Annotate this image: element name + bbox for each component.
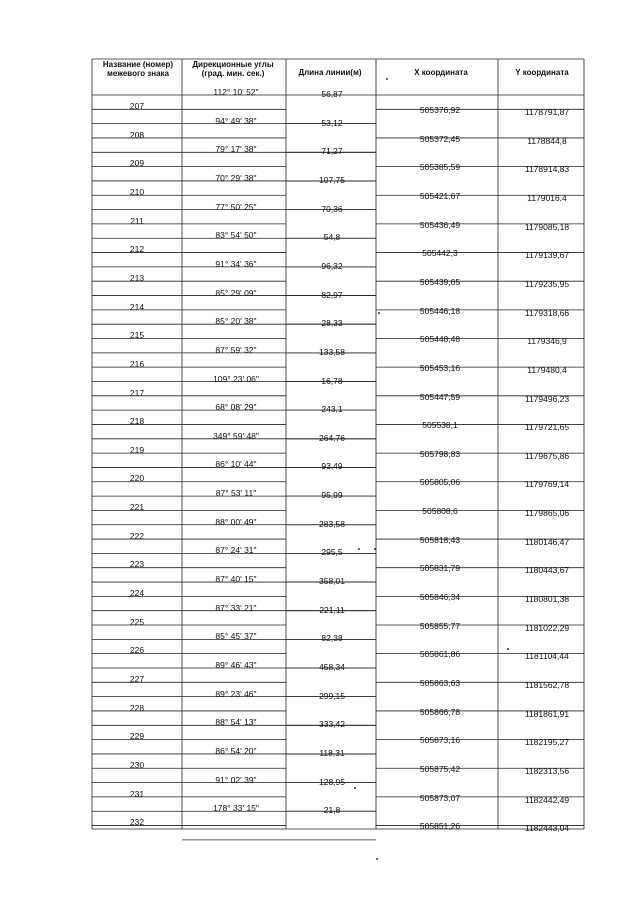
direction-angle: 79° 17' 38" <box>215 144 257 155</box>
y-coordinate: 1181861,91 <box>524 708 570 719</box>
point-name: 212 <box>129 244 145 255</box>
x-coordinate: 505798,83 <box>419 448 461 459</box>
direction-angle: 89° 46' 43" <box>215 660 257 670</box>
direction-angle: 87° 33' 21" <box>215 602 257 613</box>
line-length: 56,87 <box>321 89 343 99</box>
y-coordinate: 1181104,44 <box>525 651 569 662</box>
point-name: 213 <box>129 272 145 283</box>
x-coordinate: 505855,77 <box>419 620 461 631</box>
direction-angle: 87° 24' 31" <box>215 545 257 556</box>
point-name: 222 <box>129 530 145 541</box>
point-name: 218 <box>129 416 145 427</box>
line-length: 71,27 <box>321 146 343 157</box>
y-coordinate: 1179675,86 <box>524 450 570 461</box>
line-length: 28,33 <box>321 318 343 329</box>
point-name: 219 <box>129 444 145 455</box>
x-coordinate: 505818,43 <box>419 534 461 545</box>
line-length: 118,31 <box>319 747 345 758</box>
x-coordinate: 505448,48 <box>419 334 461 345</box>
direction-angle: 83° 54' 50" <box>215 230 257 241</box>
point-name: 217 <box>129 387 145 398</box>
point-name: 215 <box>129 330 145 341</box>
x-coordinate: 505875,42 <box>419 763 461 774</box>
line-length: 283,58 <box>319 518 345 529</box>
direction-angle: 87° 53' 11" <box>215 488 257 499</box>
point-name: 214 <box>129 301 145 312</box>
y-coordinate: 1179480,4 <box>527 364 567 375</box>
header-y: Y координата <box>515 68 569 77</box>
line-length: 333,42 <box>319 719 345 730</box>
x-coordinate: 505372,45 <box>419 133 461 144</box>
y-coordinate: 1179318,66 <box>524 307 570 318</box>
point-name: 230 <box>129 759 145 770</box>
x-coordinate: 505421,67 <box>419 190 461 201</box>
point-name: 228 <box>129 702 145 713</box>
point-name: 231 <box>129 788 145 799</box>
scan-speck <box>386 78 388 80</box>
y-coordinate: 1179769,14 <box>524 479 570 490</box>
point-name: 220 <box>129 473 145 484</box>
line-length: 82,97 <box>321 289 343 300</box>
direction-angle: 94° 49' 38" <box>215 115 257 126</box>
line-length: 96,32 <box>321 260 343 271</box>
scan-speck <box>376 858 378 860</box>
header-x: X координата <box>414 68 468 77</box>
point-name: 221 <box>129 502 145 513</box>
point-name: 209 <box>129 158 145 169</box>
y-coordinate: 1178844,8 <box>527 135 567 146</box>
line-length: 93,49 <box>321 461 343 472</box>
point-name: 211 <box>130 215 144 226</box>
y-coordinate: 1182313,56 <box>524 765 570 776</box>
y-coordinate: 1179865,06 <box>524 508 570 519</box>
x-coordinate: 505808,6 <box>422 506 458 517</box>
header-length: Длина линии(м) <box>298 68 362 77</box>
line-length: 264,76 <box>319 432 345 443</box>
y-coordinate: 1180443,67 <box>524 565 570 576</box>
x-coordinate: 505436,49 <box>419 219 461 230</box>
direction-angle: 85° 20' 38" <box>215 316 257 327</box>
line-length: 299,15 <box>319 690 345 701</box>
x-coordinate: 505439,65 <box>419 276 461 287</box>
point-name: 225 <box>129 616 145 627</box>
direction-angle: 85° 29' 09" <box>215 287 257 298</box>
y-coordinate: 1179721,65 <box>524 422 570 433</box>
x-coordinate: 505866,78 <box>419 706 461 717</box>
line-length: 53,12 <box>321 117 343 128</box>
header-angle: Дирекционные углы (град. мин. сек.) <box>192 60 274 78</box>
direction-angle: 68° 08' 29" <box>215 402 257 413</box>
direction-angle: 109° 23' 06" <box>213 373 259 384</box>
point-name: 223 <box>129 559 145 570</box>
point-name: 216 <box>129 358 145 369</box>
point-name: 207 <box>129 101 145 111</box>
line-length: 458,34 <box>319 662 345 672</box>
scan-speck <box>378 312 380 314</box>
line-length: 243,1 <box>321 404 343 415</box>
point-name: 227 <box>129 674 145 684</box>
x-coordinate: 505861,86 <box>419 649 461 660</box>
scan-speck <box>358 548 360 550</box>
header-name: Название (номер) межевого знака <box>102 60 174 78</box>
line-length: 128,95 <box>319 776 345 787</box>
direction-angle: 86° 54' 20" <box>215 745 257 756</box>
direction-angle: 88° 54' 13" <box>215 717 257 728</box>
line-length: 295,5 <box>321 547 343 558</box>
scan-speck <box>374 548 376 550</box>
line-length: 133,58 <box>319 346 345 357</box>
line-length: 54,8 <box>323 232 341 243</box>
direction-angle: 89° 23' 46" <box>215 688 257 699</box>
y-coordinate: 1179016,4 <box>527 192 567 203</box>
x-coordinate: 505863,63 <box>419 678 461 688</box>
x-coordinate: 505442,3 <box>422 248 458 259</box>
y-coordinate: 1179139,67 <box>524 250 570 261</box>
y-coordinate: 1182443,04 <box>524 823 570 834</box>
line-length: 16,78 <box>321 375 343 386</box>
direction-angle: 178° 33' 15" <box>213 803 259 814</box>
direction-angle: 112° 10' 52" <box>213 87 259 97</box>
line-length: 82,38 <box>321 633 343 644</box>
direction-angle: 85° 45' 37" <box>215 631 257 642</box>
x-coordinate: 505376,92 <box>419 105 461 115</box>
y-coordinate: 1179085,18 <box>524 221 570 232</box>
x-coordinate: 505851,26 <box>419 821 461 832</box>
direction-angle: 87° 59' 32" <box>215 344 257 355</box>
direction-angle: 87° 40' 15" <box>215 574 257 585</box>
x-coordinate: 505846,34 <box>419 592 461 603</box>
y-coordinate: 1181562,78 <box>524 680 570 690</box>
x-coordinate: 505447,59 <box>419 391 461 402</box>
point-name: 208 <box>129 129 145 140</box>
y-coordinate: 1182442,49 <box>524 794 570 805</box>
line-length: 221,11 <box>319 604 345 615</box>
point-name: 224 <box>129 588 145 599</box>
direction-angle: 349° 59' 48" <box>213 430 259 441</box>
x-coordinate: 505873,07 <box>419 792 461 803</box>
line-length: 358,01 <box>319 576 345 587</box>
x-coordinate: 505805,06 <box>419 477 461 488</box>
point-name: 226 <box>129 645 145 656</box>
y-coordinate: 1179235,95 <box>524 278 570 289</box>
y-coordinate: 1179346,9 <box>527 336 567 347</box>
x-coordinate: 505831,79 <box>419 563 461 574</box>
y-coordinate: 1178914,83 <box>524 164 570 175</box>
x-coordinate: 505538,1 <box>422 420 458 431</box>
line-length: 107,75 <box>319 174 345 185</box>
y-coordinate: 1181022,29 <box>524 622 570 633</box>
direction-angle: 91° 02' 39" <box>215 774 257 785</box>
line-length: 70,36 <box>321 203 343 214</box>
y-coordinate: 1178791,87 <box>524 107 570 117</box>
y-coordinate: 1180146,47 <box>524 536 570 547</box>
point-name: 229 <box>129 731 145 742</box>
direction-angle: 91° 34' 36" <box>215 258 257 269</box>
point-name: 232 <box>129 817 145 828</box>
line-length: 21,8 <box>323 805 341 816</box>
y-coordinate: 1182195,27 <box>524 737 570 748</box>
scan-speck <box>354 787 356 789</box>
y-coordinate: 1180801,38 <box>524 594 570 605</box>
point-name: 210 <box>129 186 145 197</box>
x-coordinate: 505385,59 <box>419 162 461 173</box>
line-length: 95,99 <box>321 490 343 501</box>
direction-angle: 88° 00' 49" <box>215 516 257 527</box>
x-coordinate: 505453,16 <box>419 362 461 373</box>
x-coordinate: 505446,18 <box>419 305 461 316</box>
direction-angle: 70° 29' 38" <box>215 172 257 183</box>
x-coordinate: 505873,16 <box>419 735 461 746</box>
scan-speck <box>507 648 509 650</box>
direction-angle: 86° 10' 44" <box>215 459 257 470</box>
y-coordinate: 1179496,23 <box>524 393 570 404</box>
direction-angle: 77° 50' 25" <box>215 201 257 212</box>
